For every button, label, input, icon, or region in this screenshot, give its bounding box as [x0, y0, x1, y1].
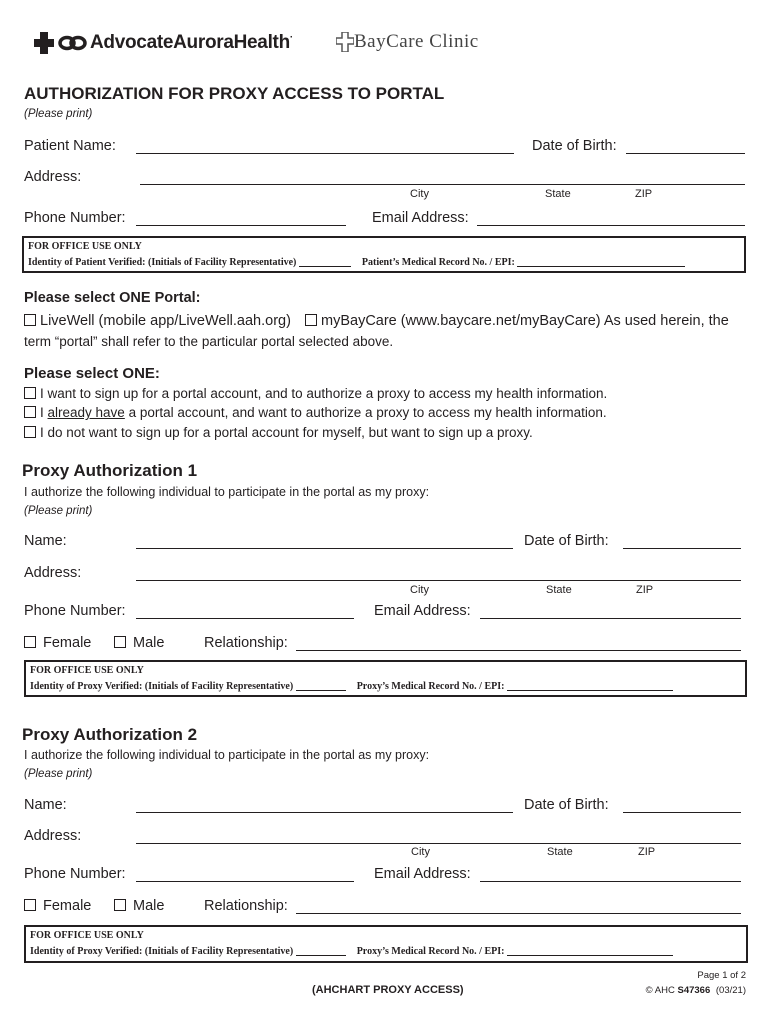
- proxy2-female-label: Female: [43, 898, 92, 914]
- office-use-box-proxy2: [24, 925, 748, 963]
- portal-heading: Please select ONE Portal:: [24, 290, 201, 306]
- office-use-heading: FOR OFFICE USE ONLY: [28, 241, 142, 252]
- select-option-2[interactable]: [24, 405, 607, 420]
- proxy1-female-checkbox[interactable]: [24, 636, 36, 648]
- select-one-heading: Please select ONE:: [24, 365, 160, 382]
- livewell-checkbox[interactable]: [24, 314, 36, 326]
- portal-option-mybaycare[interactable]: [305, 313, 729, 329]
- proxy1-female-option[interactable]: [24, 635, 91, 651]
- patient-address-field[interactable]: [140, 184, 745, 185]
- proxy2-phone-field[interactable]: [136, 881, 354, 882]
- proxy2-office-line: [30, 945, 673, 957]
- patient-name-label: Patient Name:: [24, 138, 116, 154]
- proxy2-address-label: Address:: [24, 828, 82, 844]
- proxy2-name-label: Name:: [24, 797, 67, 813]
- proxy2-male-checkbox[interactable]: [114, 899, 126, 911]
- proxy1-male-label: Male: [133, 635, 165, 651]
- proxy1-phone-field[interactable]: [136, 618, 354, 619]
- select-option-3[interactable]: [24, 425, 533, 440]
- mybaycare-label: myBayCare (www.baycare.net/myBayCare) As used herein, the: [321, 313, 729, 329]
- proxy1-record-field[interactable]: [507, 680, 673, 691]
- baycare-cross-icon: [336, 32, 354, 52]
- patient-email-field[interactable]: [477, 225, 745, 226]
- patient-city-label: City: [410, 188, 429, 200]
- patient-record-field[interactable]: [517, 256, 685, 267]
- proxy1-email-label: Email Address:: [374, 603, 471, 619]
- patient-phone-field[interactable]: [136, 225, 346, 226]
- proxy1-please-print: (Please print): [24, 505, 93, 517]
- proxy1-dob-field[interactable]: [623, 548, 741, 549]
- option-1-checkbox[interactable]: [24, 387, 36, 399]
- cross-logo-icon: [34, 30, 90, 56]
- proxy1-male-checkbox[interactable]: [114, 636, 126, 648]
- option-3-label: I do not want to sign up for a portal account for myself, but want to sign up a proxy.: [40, 425, 533, 440]
- proxy2-male-label: Male: [133, 898, 165, 914]
- footer-code-prefix: © AHC: [645, 985, 675, 996]
- option-2-label-pre: I: [40, 405, 48, 420]
- proxy1-office-line: [30, 680, 673, 692]
- proxy2-record-field[interactable]: [507, 945, 673, 956]
- option-2-label-post: a portal account, and want to authorize a proxy to access my health information.: [124, 405, 607, 420]
- proxy2-email-label: Email Address:: [374, 866, 471, 882]
- proxy2-dob-field[interactable]: [623, 812, 741, 813]
- patient-dob-label: Date of Birth:: [532, 138, 617, 154]
- footer-form-code: [646, 985, 746, 996]
- proxy2-female-checkbox[interactable]: [24, 899, 36, 911]
- proxy2-relationship-label: Relationship:: [204, 898, 288, 914]
- portal-note: term “portal” shall refer to the particular portal selected above.: [24, 334, 394, 349]
- mybaycare-checkbox[interactable]: [305, 314, 317, 326]
- livewell-label: LiveWell (mobile app/LiveWell.aah.org): [40, 313, 291, 329]
- proxy1-dob-label: Date of Birth:: [524, 533, 609, 549]
- proxy2-name-field[interactable]: [136, 812, 513, 813]
- select-option-1[interactable]: [24, 386, 607, 401]
- footer-page-number: Page 1 of 2: [697, 970, 746, 981]
- footer-code-date: (03/21): [715, 985, 746, 996]
- proxy1-name-field[interactable]: [136, 548, 513, 549]
- proxy2-phone-label: Phone Number:: [24, 866, 126, 882]
- proxy1-relationship-field[interactable]: [296, 650, 741, 651]
- patient-initials-field[interactable]: [299, 256, 351, 267]
- patient-state-label: State: [545, 188, 571, 200]
- proxy2-zip-label: ZIP: [638, 846, 656, 858]
- proxy2-email-field[interactable]: [480, 881, 741, 882]
- footer-code-number: S47366: [677, 985, 711, 996]
- patient-email-label: Email Address:: [372, 210, 469, 226]
- proxy2-identity-label: Identity of Proxy Verified: (Initials of Facility Representative): [30, 946, 294, 957]
- office-use-box-patient: [22, 236, 746, 273]
- proxy1-office-heading: FOR OFFICE USE ONLY: [30, 665, 144, 676]
- footer-center-label: (AHCHART PROXY ACCESS): [312, 984, 464, 996]
- office-use-line: [28, 256, 685, 268]
- proxy1-male-option[interactable]: [114, 635, 164, 651]
- proxy1-identity-label: Identity of Proxy Verified: (Initials of Facility Representative): [30, 681, 294, 692]
- proxy2-office-heading: FOR OFFICE USE ONLY: [30, 930, 144, 941]
- proxy2-initials-field[interactable]: [296, 945, 346, 956]
- patient-name-field[interactable]: [136, 153, 514, 154]
- logo-advocate-aurora: AdvocateAuroraHealth·: [90, 32, 293, 53]
- patient-address-label: Address:: [24, 169, 82, 185]
- page-title: AUTHORIZATION FOR PROXY ACCESS TO PORTAL: [24, 84, 445, 103]
- proxy2-male-option[interactable]: [114, 898, 164, 914]
- proxy1-address-label: Address:: [24, 565, 82, 581]
- proxy1-intro: I authorize the following individual to participate in the portal as my proxy:: [24, 485, 430, 499]
- proxy1-initials-field[interactable]: [296, 680, 346, 691]
- option-2-label-underlined: already have: [47, 405, 125, 420]
- patient-identity-label: Identity of Patient Verified: (Initials of Facility Representative): [28, 257, 297, 268]
- proxy2-record-label: Proxy’s Medical Record No. / EPI:: [356, 946, 505, 957]
- option-1-label: I want to sign up for a portal account, and to authorize a proxy to access my health information.: [40, 386, 608, 401]
- proxy2-relationship-field[interactable]: [296, 913, 741, 914]
- proxy1-relationship-label: Relationship:: [204, 635, 288, 651]
- office-use-box-proxy1: [24, 660, 747, 697]
- patient-record-label: Patient’s Medical Record No. / EPI:: [361, 257, 515, 268]
- proxy2-please-print: (Please print): [24, 768, 93, 780]
- proxy1-phone-label: Phone Number:: [24, 603, 126, 619]
- proxy2-city-label: City: [411, 846, 430, 858]
- logo-baycare: BayCare Clinic: [354, 31, 479, 52]
- proxy2-intro: I authorize the following individual to participate in the portal as my proxy:: [24, 748, 430, 762]
- proxy1-city-label: City: [410, 584, 429, 596]
- proxy1-record-label: Proxy’s Medical Record No. / EPI:: [356, 681, 505, 692]
- proxy1-heading: Proxy Authorization 1: [22, 461, 198, 480]
- patient-zip-label: ZIP: [635, 188, 653, 200]
- proxy1-name-label: Name:: [24, 533, 67, 549]
- proxy2-heading: Proxy Authorization 2: [22, 725, 198, 744]
- proxy2-state-label: State: [547, 846, 573, 858]
- proxy1-email-field[interactable]: [480, 618, 741, 619]
- proxy1-address-field[interactable]: [136, 580, 741, 581]
- patient-phone-label: Phone Number:: [24, 210, 126, 226]
- portal-option-livewell[interactable]: [24, 313, 291, 329]
- proxy1-zip-label: ZIP: [636, 584, 654, 596]
- proxy2-dob-label: Date of Birth:: [524, 797, 609, 813]
- option-3-checkbox[interactable]: [24, 426, 36, 438]
- proxy1-female-label: Female: [43, 635, 92, 651]
- proxy2-female-option[interactable]: [24, 898, 91, 914]
- option-2-checkbox[interactable]: [24, 406, 36, 418]
- patient-dob-field[interactable]: [626, 153, 745, 154]
- proxy2-address-field[interactable]: [136, 843, 741, 844]
- proxy1-state-label: State: [546, 584, 572, 596]
- please-print-note: (Please print): [24, 108, 93, 120]
